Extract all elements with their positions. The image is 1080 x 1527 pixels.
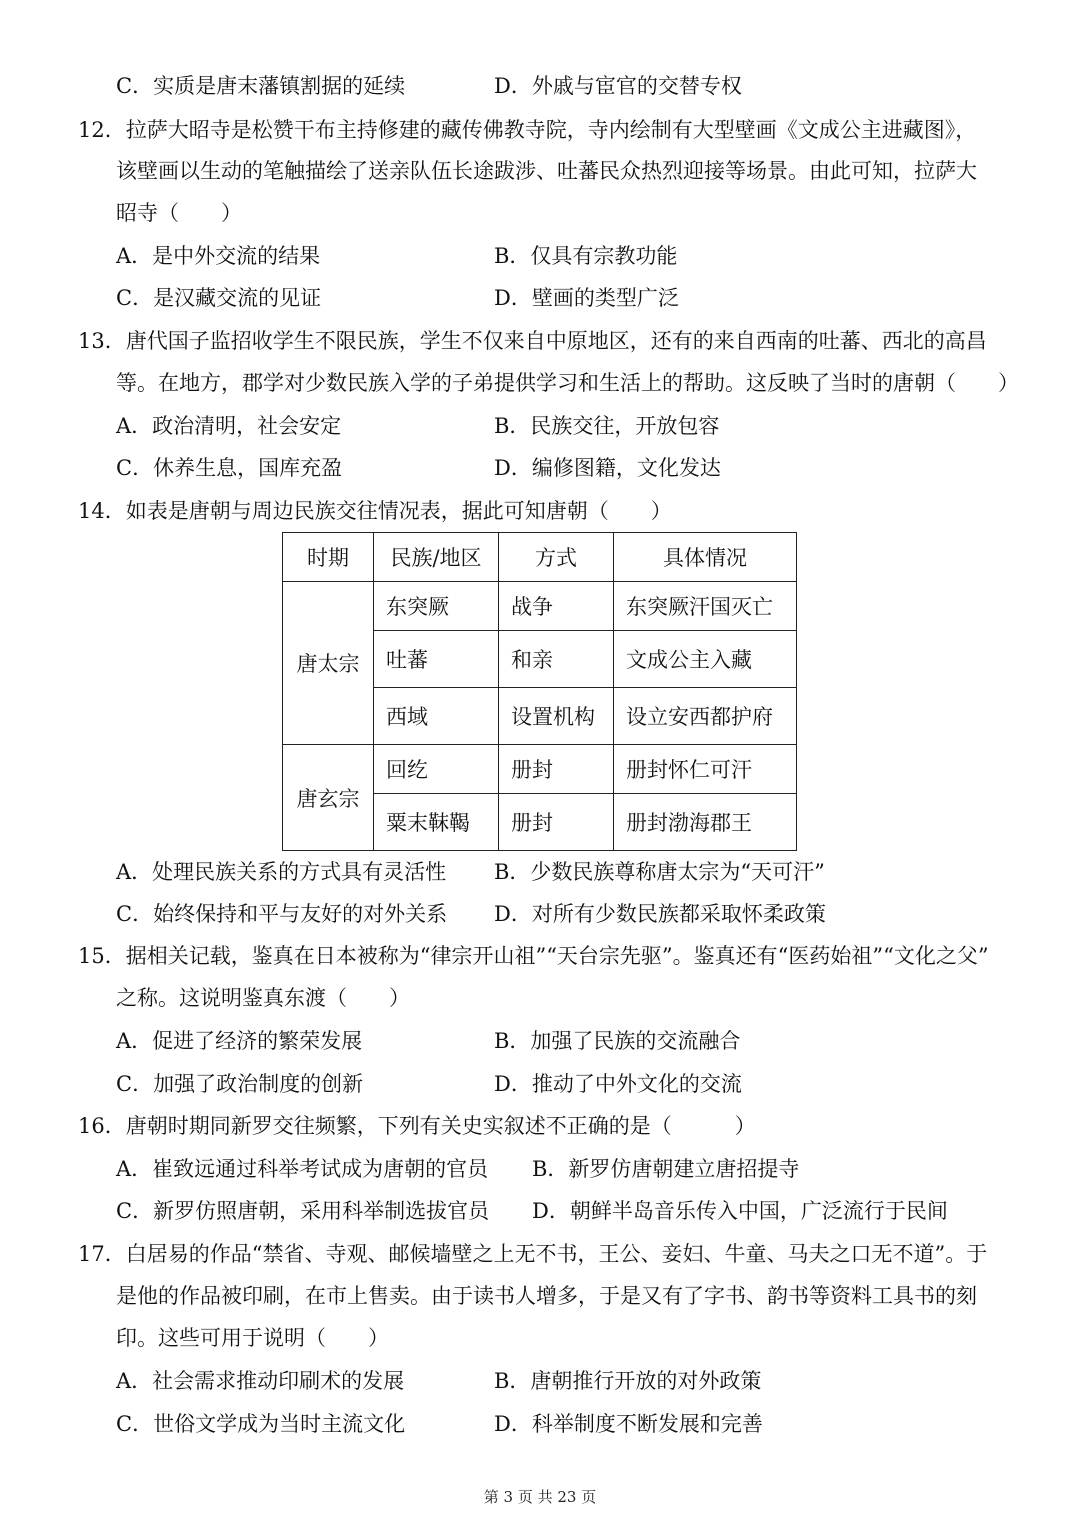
q13-option-b: B．民族交往，开放包容 (494, 414, 720, 438)
q11-option-c: C．实质是唐末藩镇割据的延续 (116, 74, 406, 98)
q12-stem-line-2: 该壁画以生动的笔触描绘了送亲队伍长途跋涉、吐蕃民众热烈迎接等场景。由此可知，拉萨大 (116, 159, 977, 183)
q14-option-c: C．始终保持和平与友好的对外关系 (116, 902, 448, 926)
q12-option-a: A．是中外交流的结果 (116, 244, 321, 268)
q12-option-c: C．是汉藏交流的见证 (116, 286, 322, 310)
q17-option-d: D．科举制度不断发展和完善 (494, 1412, 763, 1436)
q15-option-c: C．加强了政治制度的创新 (116, 1072, 364, 1096)
q14-option-d: D．对所有少数民族都采取怀柔政策 (494, 902, 826, 926)
q16-option-c: C．新罗仿照唐朝，采用科举制选拔官员 (116, 1199, 490, 1223)
q17-stem-line-3: 印。这些可用于说明（ ） (116, 1326, 389, 1350)
q17-option-b: B．唐朝推行开放的对外政策 (494, 1369, 762, 1393)
q15-stem-line-2: 之称。这说明鉴真东渡（ ） (116, 986, 410, 1010)
q13-stem-line-1: 13．唐代国子监招收学生不限民族，学生不仅来自中原地区，还有的来自西南的吐蕃、西北的高昌 (78, 329, 987, 353)
table-cell: 设置机构 (499, 688, 614, 745)
q13-option-d: D．编修图籍，文化发达 (494, 456, 721, 480)
q13-stem-line-2: 等。在地方，郡学对少数民族入学的子弟提供学习和生活上的帮助。这反映了当时的唐朝（ ） (116, 371, 1019, 395)
table-header-period: 时期 (283, 533, 374, 582)
q16-option-b: B．新罗仿唐朝建立唐招提寺 (532, 1157, 800, 1181)
q17-stem-line-1: 17．白居易的作品“禁省、寺观、邮候墙壁之上无不书，王公、妾妇、牛童、马夫之口无不道”。于 (78, 1242, 988, 1266)
q15-option-d: D．推动了中外文化的交流 (494, 1072, 742, 1096)
table-cell: 册封渤海郡王 (614, 794, 797, 851)
table-header-ethnic-region: 民族/地区 (374, 533, 499, 582)
q15-option-a: A．促进了经济的繁荣发展 (116, 1029, 363, 1053)
q11-option-d: D．外戚与宦官的交替专权 (494, 74, 742, 98)
q13-option-c: C．休养生息，国库充盈 (116, 456, 343, 480)
table-cell: 粟末靺鞨 (374, 794, 499, 851)
table-cell: 西域 (374, 688, 499, 745)
table-header-method: 方式 (499, 533, 614, 582)
q16-option-d: D．朝鲜半岛音乐传入中国，广泛流行于民间 (532, 1199, 948, 1223)
q12-option-d: D．壁画的类型广泛 (494, 286, 679, 310)
q17-stem-line-2: 是他的作品被印刷，在市上售卖。由于读书人增多，于是又有了字书、韵书等资料工具书的刻 (116, 1284, 977, 1308)
table-cell: 册封 (499, 794, 614, 851)
q12-stem-line-1: 12．拉萨大昭寺是松赞干布主持修建的藏传佛教寺院，寺内绘制有大型壁画《文成公主进藏图》， (78, 118, 977, 142)
q12-stem-line-3: 昭寺（ ） (116, 201, 242, 225)
table-cell: 册封 (499, 745, 614, 794)
table-cell: 设立安西都护府 (614, 688, 797, 745)
q14-option-b: B．少数民族尊称唐太宗为“天可汗” (494, 860, 825, 884)
table-cell: 册封怀仁可汗 (614, 745, 797, 794)
exchange-table (282, 532, 797, 851)
table-cell-period: 唐太宗 (283, 582, 374, 745)
table-header-details: 具体情况 (614, 533, 797, 582)
table-cell: 文成公主入藏 (614, 631, 797, 688)
q16-option-a: A．崔致远通过科举考试成为唐朝的官员 (116, 1157, 489, 1181)
table-cell: 战争 (499, 582, 614, 631)
table-row (283, 582, 797, 631)
table-header-row (283, 533, 797, 582)
q14-option-a: A．处理民族关系的方式具有灵活性 (116, 860, 447, 884)
table-row (283, 745, 797, 794)
q15-stem-line-1: 15．据相关记载，鉴真在日本被称为“律宗开山祖”“天台宗先驱”。鉴真还有“医药始祖”“文化之父” (78, 944, 989, 968)
table-cell: 回纥 (374, 745, 499, 794)
q14-stem-line-1: 14．如表是唐朝与周边民族交往情况表，据此可知唐朝（ ） (78, 499, 672, 523)
page-number: 第 3 页 共 23 页 (483, 1488, 597, 1506)
table-cell: 东突厥 (374, 582, 499, 631)
q17-option-c: C．世俗文学成为当时主流文化 (116, 1412, 406, 1436)
table-cell: 吐蕃 (374, 631, 499, 688)
q15-option-b: B．加强了民族的交流融合 (494, 1029, 741, 1053)
q13-option-a: A．政治清明，社会安定 (116, 414, 342, 438)
q12-option-b: B．仅具有宗教功能 (494, 244, 678, 268)
table-cell: 和亲 (499, 631, 614, 688)
table-cell-period: 唐玄宗 (283, 745, 374, 851)
q17-option-a: A．社会需求推动印刷术的发展 (116, 1369, 405, 1393)
table-cell: 东突厥汗国灭亡 (614, 582, 797, 631)
q16-stem-line-1: 16．唐朝时期同新罗交往频繁，下列有关史实叙述不正确的是（ ） (78, 1114, 756, 1138)
